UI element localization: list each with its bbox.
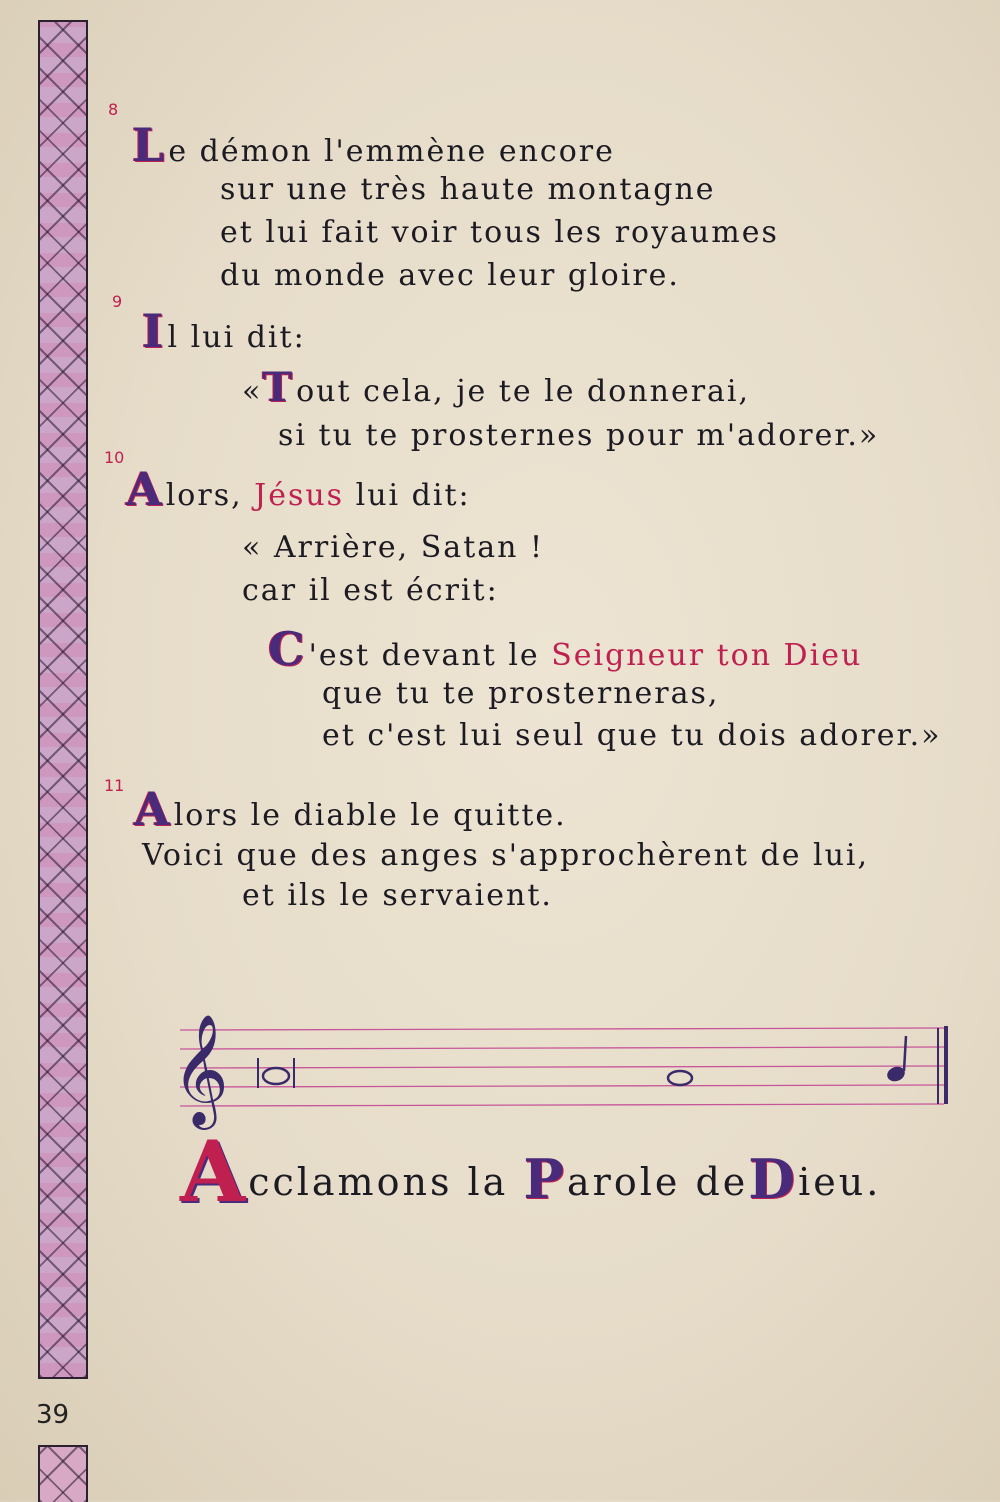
verse-text: out cela, je te le donnerai,: [296, 374, 751, 409]
verse-8-line-2: sur une très haute montagne: [220, 172, 716, 207]
jesus-name: Jésus: [254, 478, 345, 513]
verse-10-line-2: « Arrière, Satan !: [242, 530, 545, 565]
drop-cap: A: [126, 462, 164, 516]
verse-text: e démon l'emmène encore: [168, 134, 615, 169]
verse-10-line-6: et c'est lui seul que tu dois adorer.»: [322, 718, 942, 753]
verse-10-line-3: car il est écrit:: [242, 573, 499, 608]
verse-number-10: 10: [104, 448, 125, 467]
page-number: 39: [36, 1400, 70, 1430]
verse-text: lui dit:: [344, 478, 471, 513]
acclamation-segment: arole de: [567, 1160, 749, 1204]
quote-mark: «: [242, 374, 263, 409]
whole-note-icon: [668, 1071, 692, 1085]
seigneur-text: Seigneur ton Dieu: [551, 638, 863, 673]
verse-text: lors,: [165, 478, 255, 513]
drop-cap: L: [132, 118, 167, 172]
verse-8-line-4: du monde avec leur gloire.: [220, 258, 680, 293]
quarter-note-icon: [885, 1036, 907, 1084]
acclamation-text: [180, 1122, 881, 1221]
drop-cap: T: [262, 364, 295, 411]
verse-10-line-5: que tu te prosterneras,: [322, 676, 720, 711]
verse-8-line-3: et lui fait voir tous les royaumes: [220, 215, 779, 250]
verse-9-line-3: si tu te prosternes pour m'adorer.»: [278, 418, 880, 453]
acclamation-segment: cclamons la: [248, 1160, 524, 1204]
drop-cap: A: [134, 782, 172, 836]
drop-cap: I: [142, 304, 166, 358]
ornamented-capital: D: [748, 1147, 799, 1211]
verse-number-11: 11: [104, 776, 125, 795]
verse-11-line-2: Voici que des anges s'approchèrent de lui,: [142, 838, 870, 873]
verse-text: lors le diable le quitte.: [173, 798, 567, 833]
breve-note-icon: [258, 1058, 294, 1088]
acclamation-segment: ieu.: [798, 1160, 882, 1204]
treble-clef-icon: 𝄞: [172, 1013, 229, 1125]
ornamented-capital: P: [523, 1147, 568, 1211]
verse-number-8: 8: [108, 100, 119, 119]
verse-11-line-3: et ils le servaient.: [242, 878, 553, 913]
verse-text: 'est devant le: [308, 638, 552, 673]
verse-text: l lui dit:: [167, 320, 306, 355]
ornamented-capital: A: [180, 1122, 249, 1221]
drop-cap: C: [268, 622, 307, 676]
verse-number-9: 9: [112, 292, 123, 311]
